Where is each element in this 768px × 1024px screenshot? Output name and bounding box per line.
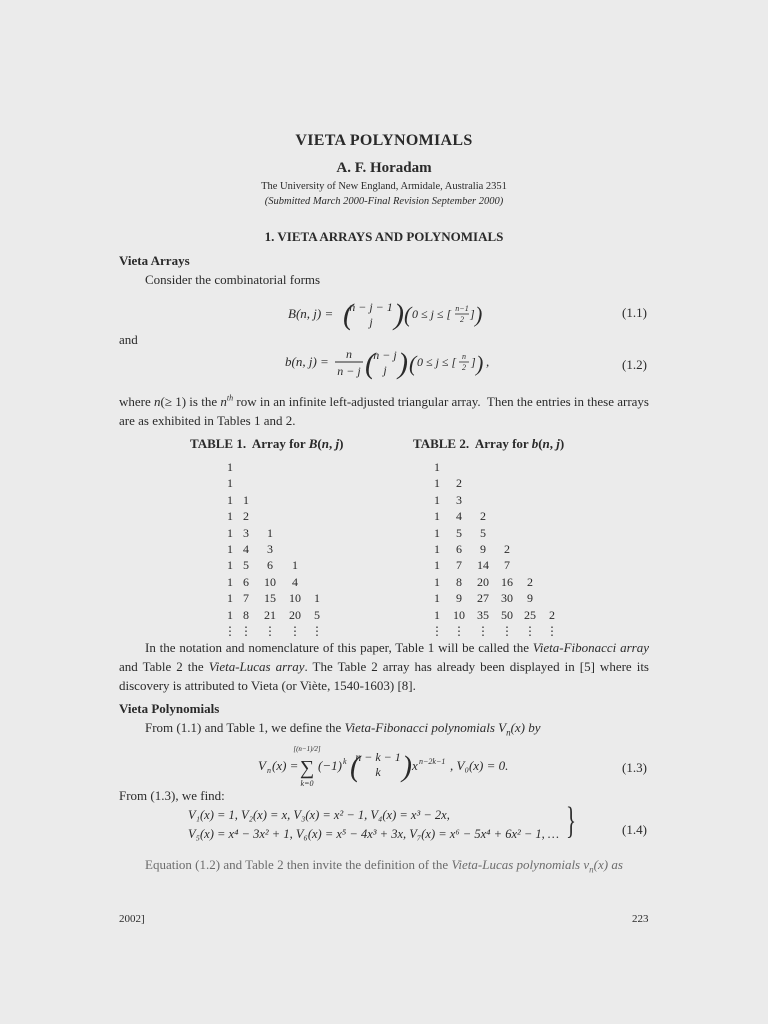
notation-text-1: In the notation and nomenclature of this paper, Table 1 will be called the [145, 640, 533, 655]
notation-text-3: and Table 2 the [119, 659, 209, 674]
eq13-sigma: ∑ [299, 757, 315, 779]
subsection-vieta-arrays: Vieta Arrays [119, 253, 190, 268]
table-row [434, 590, 587, 606]
table-cell: 1 [243, 492, 249, 507]
eq11-binom-top: n − j − 1 [349, 300, 393, 314]
eq12-binom-bottom: j [383, 363, 387, 377]
table-cell: 5 [480, 525, 486, 540]
eq12-paren-left: ( [365, 347, 375, 380]
equation-1-3-number: (1.3) [622, 760, 647, 775]
eq13-lhs-rest: (x) = [272, 758, 299, 773]
table-cell: 9 [456, 591, 462, 606]
table-cell: 1 [227, 460, 233, 474]
and-text: and [119, 332, 138, 347]
table-row [434, 541, 587, 557]
eq13-x: x [412, 758, 418, 773]
from-1-3-text: From (1.3), we find: [119, 788, 225, 803]
equation-1-4 [188, 806, 559, 844]
table-row [434, 508, 587, 524]
table-cell: 27 [477, 591, 489, 606]
eq12-condition: 0 ≤ j ≤ [ [417, 355, 457, 369]
footer-page-number: 223 [632, 913, 649, 925]
equation-1-2-svg [0, 343, 768, 383]
table-cell: 25 [524, 607, 536, 622]
table-cell: 50 [501, 607, 513, 622]
eq13-sum-top: [(n−1)/2] [293, 745, 321, 753]
paper-title: VIETA POLYNOMIALS [295, 132, 473, 149]
table-cell: 1 [227, 476, 233, 491]
table-row [227, 541, 370, 557]
eq13-lhs-sub: n [267, 766, 271, 775]
eq12-cond-bottom: 2 [462, 363, 466, 372]
eq14-line-1: V₁(x) = 1, V₂(x) = x, V₃(x) = x² − 1, V₄(x) = x³ − 2x, [188, 808, 450, 822]
eq12-comma: , [486, 354, 490, 369]
eq14-right-brace: } [566, 800, 577, 842]
table-cell: 1 [314, 591, 320, 606]
notation-text-5: . The Table 2 array has already been displayed in [5] where its discovery is attributed to Vieta (or Viète, 1540-1603) [8]. [119, 659, 649, 693]
notation-text-4: Vieta-Lucas array [208, 659, 305, 674]
table-cell: 6 [456, 541, 462, 556]
eq13-paren-left: ( [350, 750, 360, 783]
eq12-paren-right: ) [398, 347, 408, 380]
table-row [227, 492, 370, 508]
define-text-1: From (1.1) and Table 1, we define the [145, 720, 345, 735]
eq13-sum-bottom: k=0 [300, 779, 314, 788]
table-cell: 1 [434, 525, 440, 540]
table-cell: 30 [501, 591, 513, 606]
eq12-frac-bottom: n − j [337, 364, 361, 378]
consider-text: Consider the combinatorial forms [145, 272, 321, 287]
eq12-lhs: b(n, j) = [285, 354, 329, 369]
table-cell: 2 [456, 476, 462, 491]
table-cell: 7 [456, 558, 462, 573]
table-cell: 5 [243, 558, 249, 573]
equation-par-text [145, 857, 623, 875]
equation-par-1: Equation (1.2) and Table 2 then invite the definition of the [145, 857, 452, 872]
table-row [227, 607, 370, 623]
table-cell: 4 [292, 574, 298, 589]
table-cell: 4 [243, 541, 249, 556]
table-row [434, 557, 587, 573]
table-cell: 1 [434, 607, 440, 622]
table-row [227, 557, 370, 573]
table-cell: 1 [434, 541, 440, 556]
table-cell: 1 [267, 525, 273, 540]
table-cell: ⋮ [546, 623, 558, 638]
table-cell: 1 [434, 558, 440, 573]
table-cell: 2 [504, 541, 510, 556]
eq12-cond-top: n [462, 352, 466, 361]
table-cell: 1 [434, 509, 440, 524]
table-cell: 15 [264, 591, 276, 606]
table-cell: 8 [243, 607, 249, 622]
submission-note: (Submitted March 2000-Final Revision September 2000) [264, 196, 504, 207]
eq11-cond-top: n−1 [455, 304, 469, 313]
subsection-vieta-polynomials: Vieta Polynomials [119, 701, 220, 716]
table-cell: 1 [434, 591, 440, 606]
table-cell: 2 [549, 607, 555, 622]
author-affiliation: The University of New England, Armidale, Australia 2351 [261, 181, 507, 192]
table-cell: ⋮ [501, 623, 513, 638]
equation-1-4-number: (1.4) [622, 822, 647, 837]
eq11-cond-paren-right: ) [475, 302, 483, 327]
eq12-cond-paren-right: ) [476, 351, 484, 376]
table-row [227, 590, 370, 606]
define-text-3: (x) by [510, 720, 541, 735]
table-1 [224, 459, 370, 639]
table-cell: 1 [227, 509, 233, 524]
equation-par-subscript-n: n [589, 864, 594, 875]
table-cell: 2 [243, 509, 249, 524]
table-cell: 1 [292, 558, 298, 573]
table-cell: ⋮ [289, 623, 301, 638]
author-name: A. F. Horadam [336, 160, 432, 176]
eq11-cond-bottom: 2 [460, 315, 464, 324]
table-cell: ⋮ [311, 623, 323, 638]
table-cell: 10 [264, 574, 276, 589]
table-cell: 1 [227, 607, 233, 622]
notation-paragraph [119, 638, 649, 695]
eq11-cond-paren-left: ( [404, 302, 412, 327]
table-row [227, 525, 370, 541]
equation-1-2-number: (1.2) [622, 357, 647, 372]
table-cell: 1 [227, 558, 233, 573]
table-row [431, 623, 587, 639]
eq12-cond-paren-left: ( [409, 351, 417, 376]
table-2 [431, 459, 587, 639]
equation-1-1-number: (1.1) [622, 305, 647, 320]
eq13-lhs: V [258, 758, 266, 773]
eq13-sign: (−1) [318, 758, 342, 773]
table-cell: 8 [456, 574, 462, 589]
table-cell: 6 [267, 558, 273, 573]
table-cell: 10 [453, 607, 465, 622]
eq13-x-exp: n−2k−1 [419, 757, 446, 766]
table-row [434, 459, 587, 475]
eq13-binom-top: n − k − 1 [355, 750, 401, 764]
eq12-binom-top: n − j [373, 348, 397, 362]
table-cell: ⋮ [240, 623, 252, 638]
table-cell: 1 [227, 492, 233, 507]
equation-par-2: Vieta-Lucas polynomials v [451, 857, 590, 872]
table-cell: 16 [501, 574, 513, 589]
table-row [227, 459, 370, 475]
table-cell: 1 [434, 574, 440, 589]
eq11-lhs: B(n, j) = [288, 306, 334, 321]
table-row [434, 574, 587, 590]
eq11-paren-left: ( [343, 298, 353, 331]
table-cell: 10 [289, 591, 301, 606]
table-cell: 2 [527, 574, 533, 589]
table-cell: 3 [456, 492, 462, 507]
eq12-cond-close: ] [471, 355, 476, 369]
table-cell: 14 [477, 558, 489, 573]
table-cell: 1 [227, 541, 233, 556]
section-heading: 1. VIETA ARRAYS AND POLYNOMIALS [264, 229, 504, 244]
table-cell: ⋮ [224, 623, 236, 638]
table-cell: 7 [243, 591, 249, 606]
eq11-paren-right: ) [394, 298, 404, 331]
eq13-paren-right: ) [402, 750, 412, 783]
table-cell: 5 [456, 525, 462, 540]
eq14-line-2: V₅(x) = x⁴ − 3x² + 1, V₆(x) = x⁵ − 4x³ + 3x, V₇(x) = x⁶ − 5x⁴ + 6x² − 1, … [188, 827, 560, 841]
where-paragraph [119, 389, 649, 430]
table-cell: 20 [477, 574, 489, 589]
table-cell: 1 [227, 574, 233, 589]
table-cell: 3 [243, 525, 249, 540]
notation-text-2: Vieta-Fibonacci array [532, 640, 649, 655]
equation-par-3: (x) as [593, 857, 623, 872]
table-row [434, 525, 587, 541]
table-cell: 4 [456, 509, 462, 524]
table-row [227, 574, 370, 590]
table-cell: 5 [314, 607, 320, 622]
table-row [227, 475, 370, 491]
equation-1-3-svg [0, 740, 768, 790]
footer-left: 2002] [119, 913, 145, 925]
table-cell: 3 [267, 541, 273, 556]
table-cell: 9 [480, 541, 486, 556]
eq11-condition: 0 ≤ j ≤ [ [412, 307, 452, 321]
eq12-frac-top: n [346, 347, 352, 361]
table-cell: 1 [227, 525, 233, 540]
table-cell: 6 [243, 574, 249, 589]
table-cell: 1 [434, 492, 440, 507]
table-cell: ⋮ [524, 623, 536, 638]
table-cell: 1 [434, 460, 440, 474]
table-cell: 7 [504, 558, 510, 573]
table-cell: ⋮ [477, 623, 489, 638]
define-text [145, 720, 541, 738]
eq13-sign-exp: k [343, 757, 347, 766]
define-text-2: Vieta-Fibonacci polynomials V [344, 720, 507, 735]
table-row [224, 623, 370, 639]
table-row [434, 492, 587, 508]
table-cell: 9 [527, 591, 533, 606]
table-cell: 20 [289, 607, 301, 622]
table-row [434, 475, 587, 491]
table-cell: 35 [477, 607, 489, 622]
eq11-binom-bottom: j [369, 315, 373, 329]
eq13-binom-bottom: k [375, 765, 381, 779]
table-cell: 2 [480, 509, 486, 524]
table-cell: 21 [264, 607, 276, 622]
equation-1-1-svg [0, 298, 768, 332]
table-cell: ⋮ [453, 623, 465, 638]
table-cell: 1 [434, 476, 440, 491]
table-2-title: TABLE 2. Array for b(n, j) [413, 436, 565, 451]
table-1-title: TABLE 1. Array for B(n, j) [190, 436, 344, 451]
eq11-cond-close: ] [470, 307, 475, 321]
table-cell: ⋮ [431, 623, 443, 638]
define-subscript-n: n [506, 727, 511, 738]
table-cell: ⋮ [264, 623, 276, 638]
table-row [227, 508, 370, 524]
eq13-tail: , V₀(x) = 0. [450, 758, 509, 773]
table-cell: 1 [227, 591, 233, 606]
table-row [434, 607, 587, 623]
where-text: where n(≥ 1) is the $n^{th}$ row in an infinite left-adjusted triangular array. Then the entries in these arrays are as exhibited in Tables 1 and 2. [119, 394, 649, 429]
